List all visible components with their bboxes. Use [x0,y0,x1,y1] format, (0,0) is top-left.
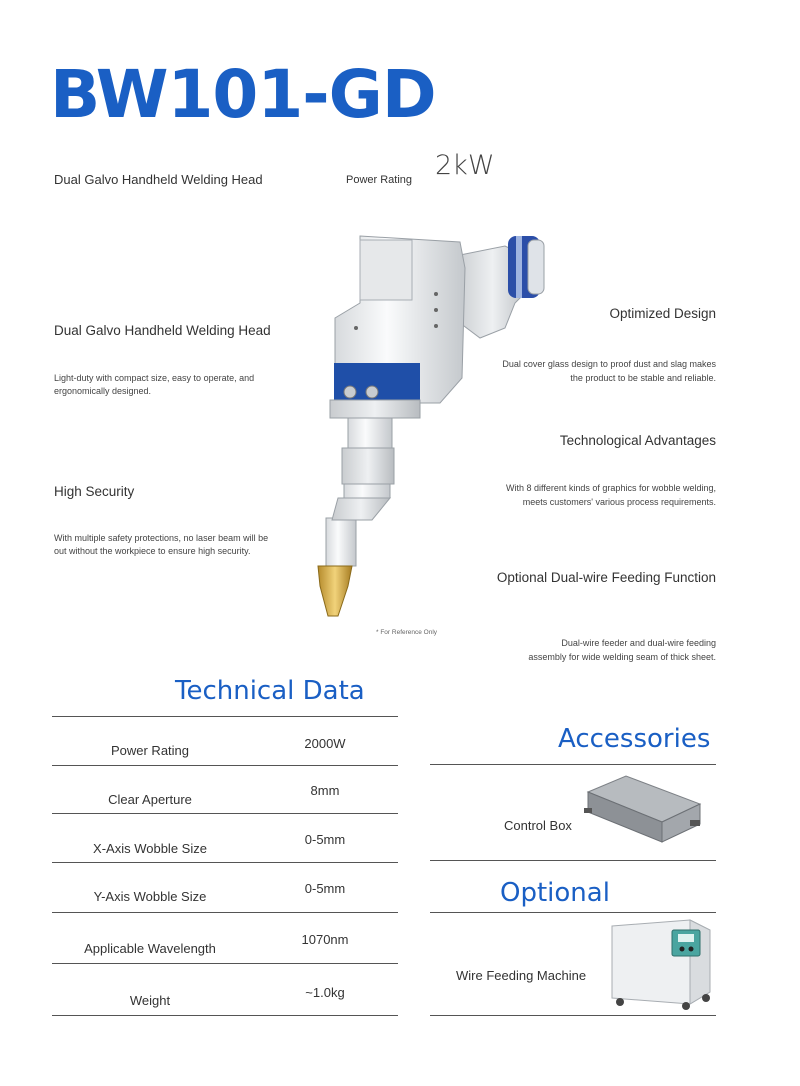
feature-desc-dual-wire-1: Dual-wire feeder and dual-wire feeding [561,638,716,648]
table-row-value: 2000W [304,736,346,751]
feature-title-dual-wire: Optional Dual-wire Feeding Function [496,570,716,585]
feature-desc-security-1: With multiple safety protections, no laser beam will be [54,533,269,543]
accessories-divider [430,764,716,765]
feature-desc-optimized-2: the product to be stable and reliable. [570,373,716,383]
reference-note: * For Reference Only [376,629,438,636]
table-row-label: Clear Aperture [108,792,192,807]
table-row-label: Weight [129,993,171,1008]
feature-desc-technological-2: meets customers' various process requirements. [522,497,716,507]
feature-title-security: High Security [54,484,135,499]
power-rating-label: Power Rating [346,174,413,186]
table-row-value: ~1.0kg [305,985,345,1000]
power-rating-value: 2kW [435,150,495,181]
table-divider [52,912,398,913]
feature-desc-security-2: out without the workpiece to ensure high security. [54,546,251,556]
table-row-label: Applicable Wavelength [84,941,216,956]
table-row-value: 0-5mm [304,832,346,847]
wire-feeding-machine-label: Wire Feeding Machine [456,968,587,983]
table-row-value: 1070nm [301,932,349,947]
product-model-title: BW101-GD [50,56,436,133]
table-divider [52,716,398,717]
feature-desc-optimized-1: Dual cover glass design to proof dust and slag makes [502,359,716,369]
accessories-divider [430,860,716,861]
feature-title-optimized: Optimized Design [609,306,716,321]
table-row-value: 8mm [310,783,340,798]
optional-divider [430,912,716,913]
optional-title: Optional [500,878,610,908]
table-divider [52,813,398,814]
table-divider [52,862,398,863]
table-row-label: Y-Axis Wobble Size [93,889,207,904]
table-divider [52,765,398,766]
table-divider [52,1015,398,1016]
welding-head-image [290,228,570,628]
feature-desc-technological-1: With 8 different kinds of graphics for wobble welding, [506,483,716,493]
table-row-value: 0-5mm [304,881,346,896]
control-box-label: Control Box [504,818,572,833]
feature-desc-compact-2: ergonomically designed. [54,386,152,396]
accessories-title: Accessories [558,724,711,754]
control-box-image [582,774,706,846]
table-row-label: X-Axis Wobble Size [93,841,207,856]
wire-feeding-machine-image [606,918,718,1010]
table-divider [52,963,398,964]
optional-divider [430,1015,716,1016]
table-row-label: Power Rating [110,743,190,758]
technical-data-title: Technical Data [175,676,365,706]
feature-title-technological: Technological Advantages [559,433,716,448]
feature-desc-compact-1: Light-duty with compact size, easy to operate, and [54,373,255,383]
feature-title-compact: Dual Galvo Handheld Welding Head [54,323,271,338]
product-subtitle: Dual Galvo Handheld Welding Head [54,172,263,187]
feature-desc-dual-wire-2: assembly for wide welding seam of thick sheet. [528,652,716,662]
